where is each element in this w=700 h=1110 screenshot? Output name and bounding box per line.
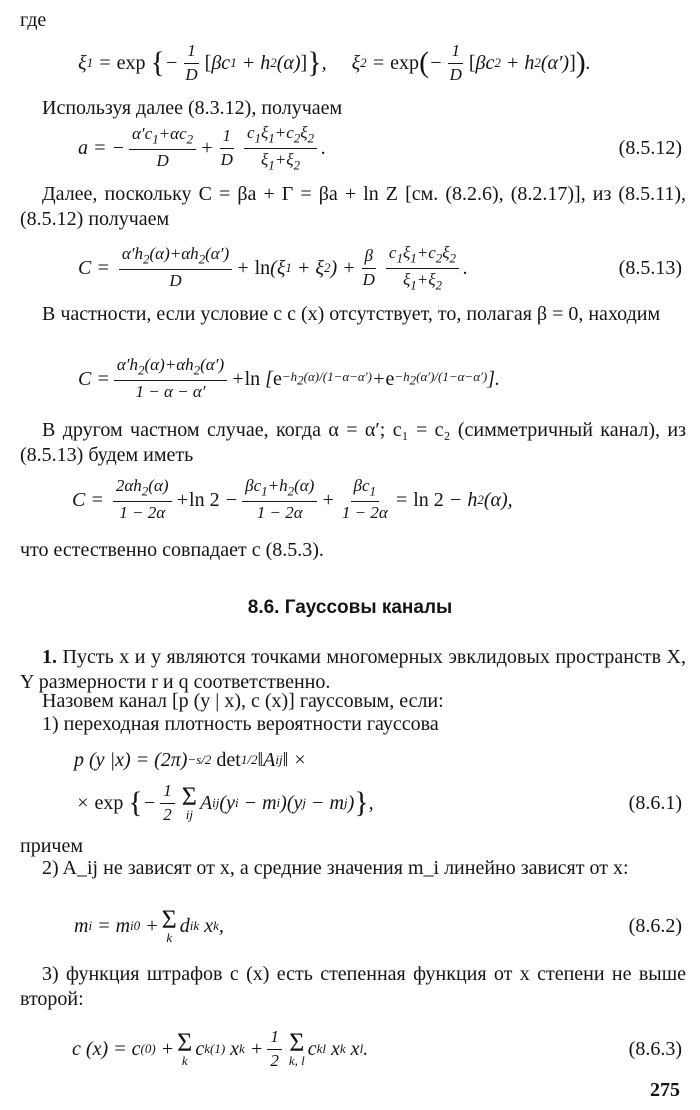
- equation-number: (8.5.12): [618, 136, 682, 159]
- equation-number: (8.6.3): [628, 1037, 682, 1060]
- section-heading: 8.6. Гауссовы каналы: [247, 597, 453, 618]
- text-call: Назовем канал [p (y | x), c (x)] гауссовым, если:: [42, 690, 444, 712]
- text-in-particular: В частности, если условие с c (x) отсутствует, то, полагая β = 0, находим: [42, 303, 661, 325]
- equation-8-5-13: C = $\frac{\alpha'h_2(\alpha)+\alpha h_2(\alpha')}{D}$ + ln (ξ 1 + ξ 2 ) + $\frac{\beta}{D}$ $\frac{c_1\xi_1+c_2\xi_2}{\xi_1+\xi_2}$ . (8.5.13): [0, 240, 700, 296]
- text-wherein: причем: [20, 835, 83, 857]
- text-other-case: В другом частном случае, когда α = α′; c₁ = c₂ (симметричный канал), из (8.5.13) будем иметь: [20, 419, 686, 466]
- page-number: 275: [650, 1079, 680, 1101]
- text-naturally: что естественно совпадает с (8.5.3).: [20, 539, 324, 561]
- text-condition-2: 2) A_ij не зависят от x, а средние значения m_i линейно зависят от x:: [42, 857, 629, 879]
- text-condition-3: 3) функция штрафов c (x) есть степенная функция от x степени не выше второй:: [20, 963, 686, 1010]
- text-let: [20, 645, 686, 695]
- text-gde: где: [20, 9, 47, 31]
- equation-xi: ξ 1 = exp { − $\frac{1}{D}$ [ β c 1 + h 2 (α) ] } , ξ 2 = exp ( − $\frac{1}{D}$ [ β c 2 + h 2 (α′) ] ) .: [78, 40, 591, 84]
- equation-symmetric: C = $\frac{2\alpha h_2(\alpha)}{1 - 2\alpha}$ + ln 2 − $\frac{\beta c_1+h_2(\alpha)}{1 - 2\alpha}$ + $\frac{\beta c_1}{1 - 2\alpha}$ = ln 2 − h 2 (α),: [72, 476, 513, 522]
- equation-8-6-3: c ( x ) = c (0) + Σ k c k (1) x k + $\frac{1}{2}$ Σ k, l c kl x k x l . (8.6.3): [0, 1024, 700, 1074]
- text-condition-1: 1) переходная плотность вероятности гауссова: [42, 713, 439, 735]
- equation-number: (8.6.2): [628, 914, 682, 937]
- item-number: 1.: [42, 646, 57, 668]
- equation-number: (8.5.13): [618, 256, 682, 279]
- text-using: Используя далее (8.3.12), получаем: [42, 97, 343, 119]
- equation-8-5-12: a = − $\frac{\alpha'c_1+\alpha c_2}{D}$ + $\frac{1}{D}$ $\frac{c_1\xi_1+c_2\xi_2}{\xi_1+\xi_2}$ . (8.5.12): [0, 120, 700, 176]
- equation-8-6-1-line2: × exp { − $\frac{1}{2}$ Σ ij A ij ( y i − m i )( y j − m j ) } , (8.6.1): [0, 776, 700, 830]
- equation-8-6-2: m i = m i 0 + Σ k d ik x k , (8.6.2): [0, 904, 700, 948]
- equation-number: (8.6.1): [628, 791, 682, 814]
- text-further: Далее, поскольку C = βa + Γ = βa + ln Z [см. (8.2.6), (8.2.17)], из (8.5.11), (8.5.12) получаем: [20, 183, 686, 230]
- equation-8-6-1-line1: p ( y | x ) = (2π) −s/2 det 1/2 ‖ A ij ‖ ×: [74, 748, 307, 771]
- equation-beta-zero: C = $\frac{\alpha'h_2(\alpha)+\alpha h_2(\alpha')}{1 - \alpha - \alpha'}$ + ln [ e $-h_2(\alpha)/(1-\alpha-\alpha')$ + e $-h_2(\alpha')/(1-\alpha-\alpha')$ ].: [78, 355, 501, 401]
- text-let-body: Пусть x и y являются точками многомерных эвклидовых пространств X, Y размерности r и q соответственно.: [20, 646, 686, 693]
